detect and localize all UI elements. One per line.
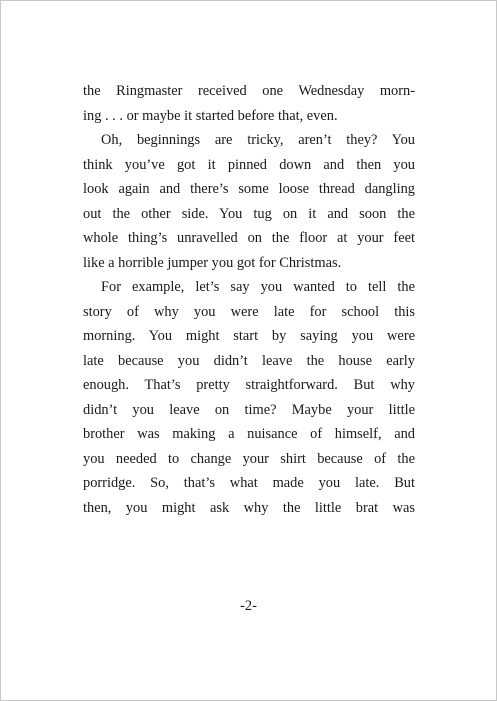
text-line: brother was making a nuisance of himself, and — [83, 426, 415, 442]
body-text — [83, 79, 415, 520]
text-line: think you’ve got it pinned down and then you — [83, 156, 415, 173]
text-line: morning. You might start by saying you were — [83, 328, 415, 344]
text-line: then, you might ask why the little brat was — [83, 499, 415, 516]
text-line: For example, let’s say you wanted to tell the — [101, 279, 415, 295]
text-line: Oh, beginnings are tricky, aren’t they? You — [101, 132, 415, 148]
text-line: whole thing’s unravelled on the floor at your feet — [83, 230, 415, 246]
text-line: enough. That’s pretty straightforward. But why — [83, 377, 415, 393]
page-number: -2- — [240, 598, 257, 614]
text-line: look again and there’s some loose thread dangling — [83, 181, 415, 197]
text-line: didn’t you leave on time? Maybe your little — [83, 401, 415, 418]
text-line: out the other side. You tug on it and soon the — [83, 205, 415, 222]
text-line: the Ringmaster received one Wednesday morn- — [83, 83, 415, 99]
text-line: late because you didn’t leave the house early — [83, 352, 415, 369]
text-line: ing . . . or maybe it started before that, even. — [83, 107, 338, 124]
text-line: story of why you were late for school this — [83, 303, 415, 320]
text-line: porridge. So, that’s what made you late. But — [83, 475, 415, 491]
text-line: you needed to change your shirt because of the — [83, 450, 415, 467]
text-line: like a horrible jumper you got for Christmas. — [83, 254, 342, 271]
